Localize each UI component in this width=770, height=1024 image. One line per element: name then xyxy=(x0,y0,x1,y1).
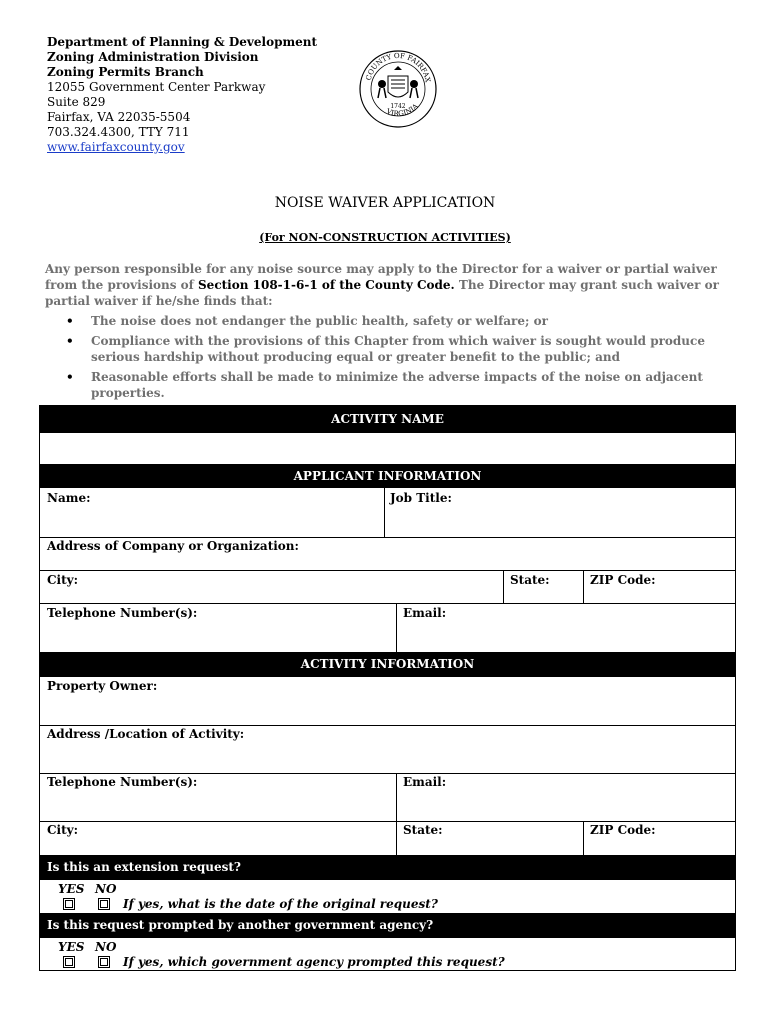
applicant-info-header: APPLICANT INFORMATION xyxy=(40,464,735,488)
telephone-field[interactable]: Telephone Number(s): xyxy=(47,606,198,620)
activity-location-field[interactable]: Address /Location of Activity: xyxy=(47,727,245,741)
no-label: NO xyxy=(95,882,117,896)
agency-question: Is this request prompted by another government agency? xyxy=(40,913,735,938)
list-item: • Compliance with the provisions of this Chapter from which waiver is sought would produce serious hardship without producing equal or greater benefit to the public; and xyxy=(66,333,726,365)
website-link[interactable]: www.fairfaxcounty.gov xyxy=(47,140,185,154)
no-label: NO xyxy=(95,940,117,954)
branch-name: Zoning Permits Branch xyxy=(47,65,204,79)
division-name: Zoning Administration Division xyxy=(47,50,259,64)
email-field[interactable]: Email: xyxy=(403,606,447,620)
application-form xyxy=(39,405,736,971)
agency-followup: If yes, which government agency prompted this request? xyxy=(123,955,505,969)
city-state-zip: Fairfax, VA 22035-5504 xyxy=(47,110,191,124)
city-field-2[interactable]: City: xyxy=(47,823,79,837)
intro-text-2: The Director may grant such waiver or partial waiver if he/she finds that: xyxy=(45,278,719,308)
zip-code-field-2[interactable]: ZIP Code: xyxy=(590,823,656,837)
extension-yes-checkbox[interactable] xyxy=(63,898,75,910)
seal-top-text: COUNTY OF FAIRFAX xyxy=(364,51,432,84)
list-item: • The noise does not endanger the public health, safety or welfare; or xyxy=(66,313,726,329)
name-field[interactable]: Name: xyxy=(47,491,91,505)
agency-yes-checkbox[interactable] xyxy=(63,956,75,968)
county-seal-icon xyxy=(358,46,438,132)
activity-info-header: ACTIVITY INFORMATION xyxy=(40,652,735,677)
street-address: 12055 Government Center Parkway xyxy=(47,80,266,94)
suite: Suite 829 xyxy=(47,95,106,109)
state-field-2[interactable]: State: xyxy=(403,823,443,837)
intro-paragraph xyxy=(45,261,730,309)
city-field[interactable]: City: xyxy=(47,573,79,587)
telephone-field-2[interactable]: Telephone Number(s): xyxy=(47,775,198,789)
extension-followup: If yes, what is the date of the original request? xyxy=(123,897,438,911)
property-owner-field[interactable]: Property Owner: xyxy=(47,679,158,693)
phone-number: 703.324.4300, TTY 711 xyxy=(47,125,190,139)
intro-text-1: Any person responsible for any noise source may apply to the Director for a waiver or partial waiver from the provisions of xyxy=(45,262,717,292)
list-item: • Reasonable efforts shall be made to minimize the adverse impacts of the noise on adjacent properties. xyxy=(66,369,726,385)
seal-bottom-text: VIRGINIA xyxy=(385,102,420,118)
job-title-field[interactable]: Job Title: xyxy=(390,491,452,505)
page-title: NOISE WAIVER APPLICATION xyxy=(274,195,496,211)
activity-name-field[interactable] xyxy=(40,433,735,464)
agency-no-checkbox[interactable] xyxy=(98,956,110,968)
department-name: Department of Planning & Development xyxy=(47,35,318,49)
state-field[interactable]: State: xyxy=(510,573,550,587)
code-section-ref: Section 108-1-6-1 of the County Code. xyxy=(198,278,455,292)
activity-name-header: ACTIVITY NAME xyxy=(40,406,735,432)
company-address-field[interactable]: Address of Company or Organization: xyxy=(47,539,299,553)
seal-year: 1742 xyxy=(390,103,406,110)
yes-label: YES xyxy=(58,940,85,954)
page-subtitle: (For NON-CONSTRUCTION ACTIVITIES) xyxy=(259,231,511,244)
extension-question: Is this an extension request? xyxy=(40,855,735,880)
bullet-text: Compliance with the provisions of this Chapter from which waiver is sought would produce serious hardship without producing equal or greater benefit to the public; and xyxy=(91,334,705,364)
email-field-2[interactable]: Email: xyxy=(403,775,447,789)
letterhead xyxy=(47,35,317,155)
yes-label: YES xyxy=(58,882,85,896)
bullet-text: The noise does not endanger the public health, safety or welfare; or xyxy=(91,314,548,328)
zip-code-field[interactable]: ZIP Code: xyxy=(590,573,656,587)
extension-no-checkbox[interactable] xyxy=(98,898,110,910)
bullet-text: Reasonable efforts shall be made to minimize the adverse impacts of the noise on adjacent properties. xyxy=(91,370,703,400)
